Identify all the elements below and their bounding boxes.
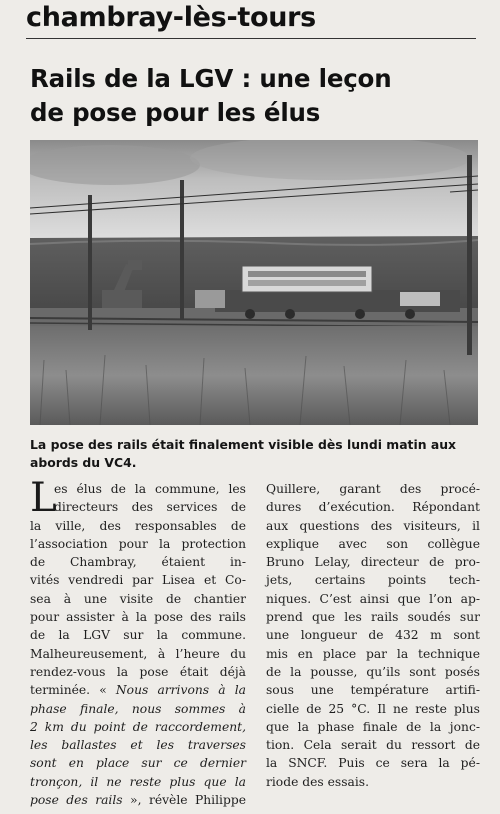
article-line-last: riode des essais. [266,774,370,789]
article-line: es élus de la commune, les [54,482,246,496]
article-line: sea à une visite de chantier [30,591,246,606]
article-line: pose des rails », révèle Philippe [30,793,246,808]
railway-photo-image [30,140,478,425]
quote-end: pose des rails [30,793,123,808]
article-line: explique avec son collègue [266,536,480,551]
headline-line-2: de pose pour les élus [30,98,321,127]
section-heading: chambray-lès-tours [26,2,316,33]
article-line: une longueur de 432 m sont [266,628,480,643]
article-line-quote: phase finale, nous sommes à [30,701,246,716]
caption-line-1: La pose des rails était finalement visible dès lundi matin aux [30,437,457,452]
article-line: que la phase finale de la jonc- [266,719,480,734]
section-rule [26,38,476,39]
article-line: Bruno Lelay, directeur de pro- [266,555,480,570]
article-line: la SNCF. Puis ce sera la pé- [266,756,480,771]
article-line: niques. C’est ainsi que l’on ap- [266,591,480,606]
article-line-quote: les ballastes et les traverses [30,738,246,753]
article-line: Malheureusement, à l’heure du [30,646,246,661]
photo-caption [30,436,478,472]
article-headline [30,62,470,130]
article-line: vités vendredi par Lisea et Co- [30,573,246,588]
article-line: directeurs des services de [54,500,246,515]
headline-line-1: Rails de la LGV : une leçon [30,64,392,93]
article-line: de Chambray, étaient in- [30,555,246,570]
article-line-quote: sont en place sur ce dernier [30,756,246,771]
article-line: pour assister à la pose des rails [30,610,246,625]
article-line-quote: 2 km du point de raccordement, [30,719,246,734]
article-line: rendez-vous la pose était déjà [30,664,246,679]
article-line: aux questions des visiteurs, il [266,518,480,533]
article-column-left [30,475,246,809]
article-line: l’association pour la protection [30,536,246,551]
article-line: de la LGV sur la commune. [30,628,246,643]
article-line: prend que les rails soudés sur [266,610,480,625]
article-line: de la pousse, qu’ils sont posés [266,664,480,679]
article-line: terminée. « Nous arrivons à la [30,683,246,698]
article-line: mis en place par la technique [266,646,480,661]
article-line-quote: tronçon, il ne reste plus que la [30,774,246,789]
article-line: Quillere, garant des procé- [266,482,480,496]
quote-start: Nous arrivons à la [115,683,246,698]
drop-cap: L [30,475,57,521]
caption-line-2: abords du VC4. [30,455,137,470]
article-column-right [266,480,480,791]
article-line: cielle de 25 °C. Il ne reste plus [266,701,480,716]
article-line: jets, certains points tech- [266,573,480,588]
article-line: sous une température artifi- [266,683,480,698]
article-line: tion. Cela serait du ressort de [266,738,480,753]
article-line: dures d’exécution. Répondant [266,500,480,515]
article-line: la ville, des responsables de [30,518,246,533]
railway-photo [30,140,478,425]
